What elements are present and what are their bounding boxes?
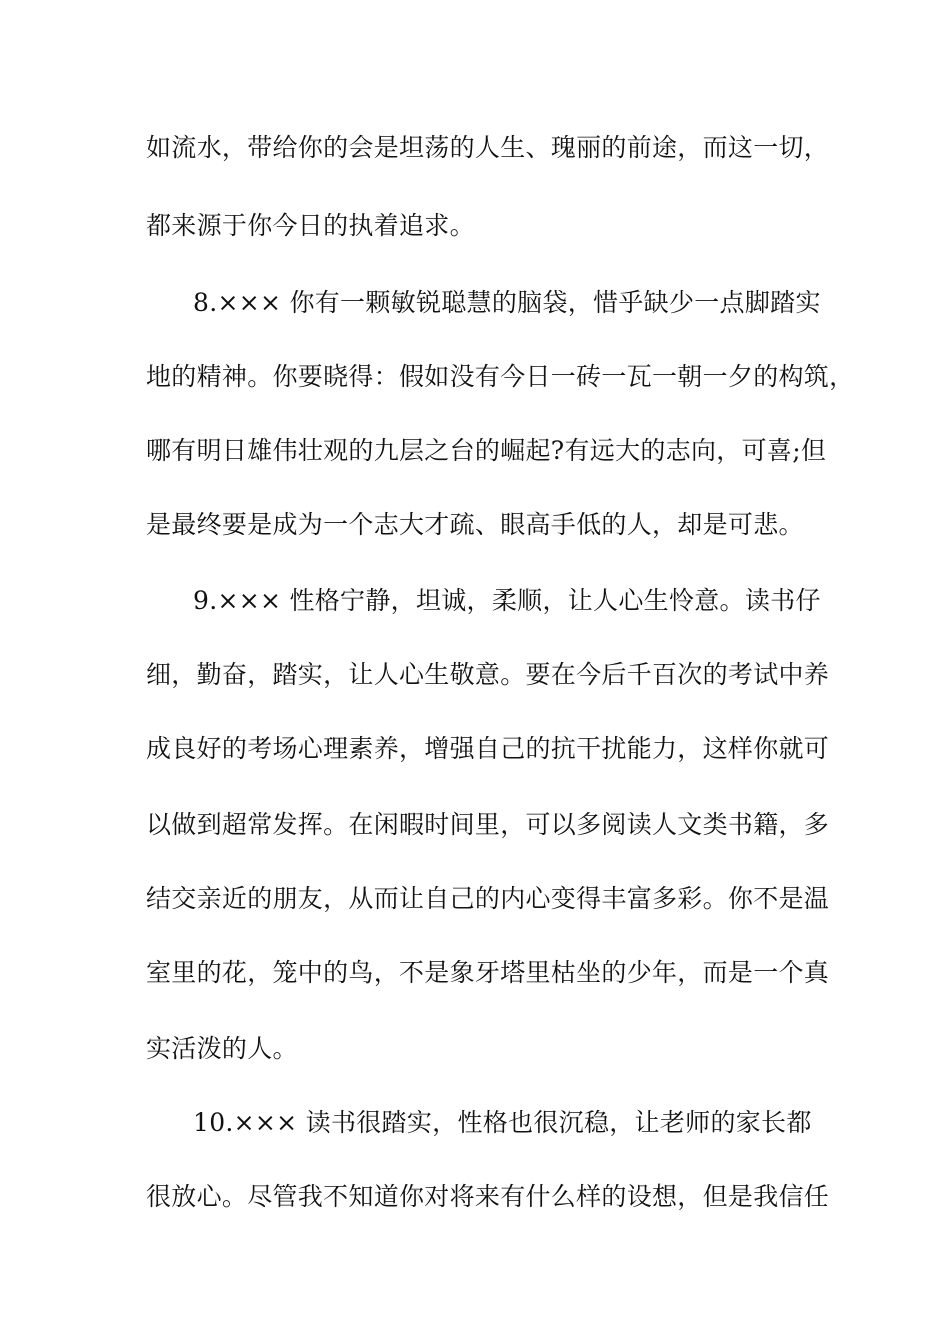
paragraph-first-line: 10.××× 读书很踏实，性格也很沉稳，让老师的家长都 [193,1108,812,1137]
text-line: 实活泼的人。 [146,1034,298,1063]
text-line: 室里的花，笼中的鸟，不是象牙塔里枯坐的少年，而是一个真 [146,958,830,987]
text-line: 哪有明日雄伟壮观的九层之台的崛起?有远大的志向，可喜;但 [146,436,827,465]
paragraph-first-line: 8.××× 你有一颗敏锐聪慧的脑袋，惜乎缺少一点脚踏实 [193,288,821,317]
text-line: 以做到超常发挥。在闲暇时间里，可以多阅读人文类书籍，多 [146,810,830,839]
text-line: 细，勤奋，踏实，让人心生敬意。要在今后千百次的考试中养 [146,660,830,689]
text-line: 成良好的考场心理素养，增强自己的抗干扰能力，这样你就可 [146,734,830,763]
text-line: 如流水，带给你的会是坦荡的人生、瑰丽的前途，而这一切， [146,133,830,162]
text-line: 是最终要是成为一个志大才疏、眼高手低的人，却是可悲。 [146,510,804,539]
paragraph-first-line: 9.××× 性格宁静，坦诚，柔顺，让人心生怜意。读书仔 [193,586,821,615]
text-line: 都来源于你今日的执着追求。 [146,211,475,240]
text-line: 很放心。尽管我不知道你对将来有什么样的设想，但是我信任 [146,1182,830,1211]
text-line: 地的精神。你要晓得：假如没有今日一砖一瓦一朝一夕的构筑， [146,362,855,391]
text-line: 结交亲近的朋友，从而让自己的内心变得丰富多彩。你不是温 [146,884,830,913]
